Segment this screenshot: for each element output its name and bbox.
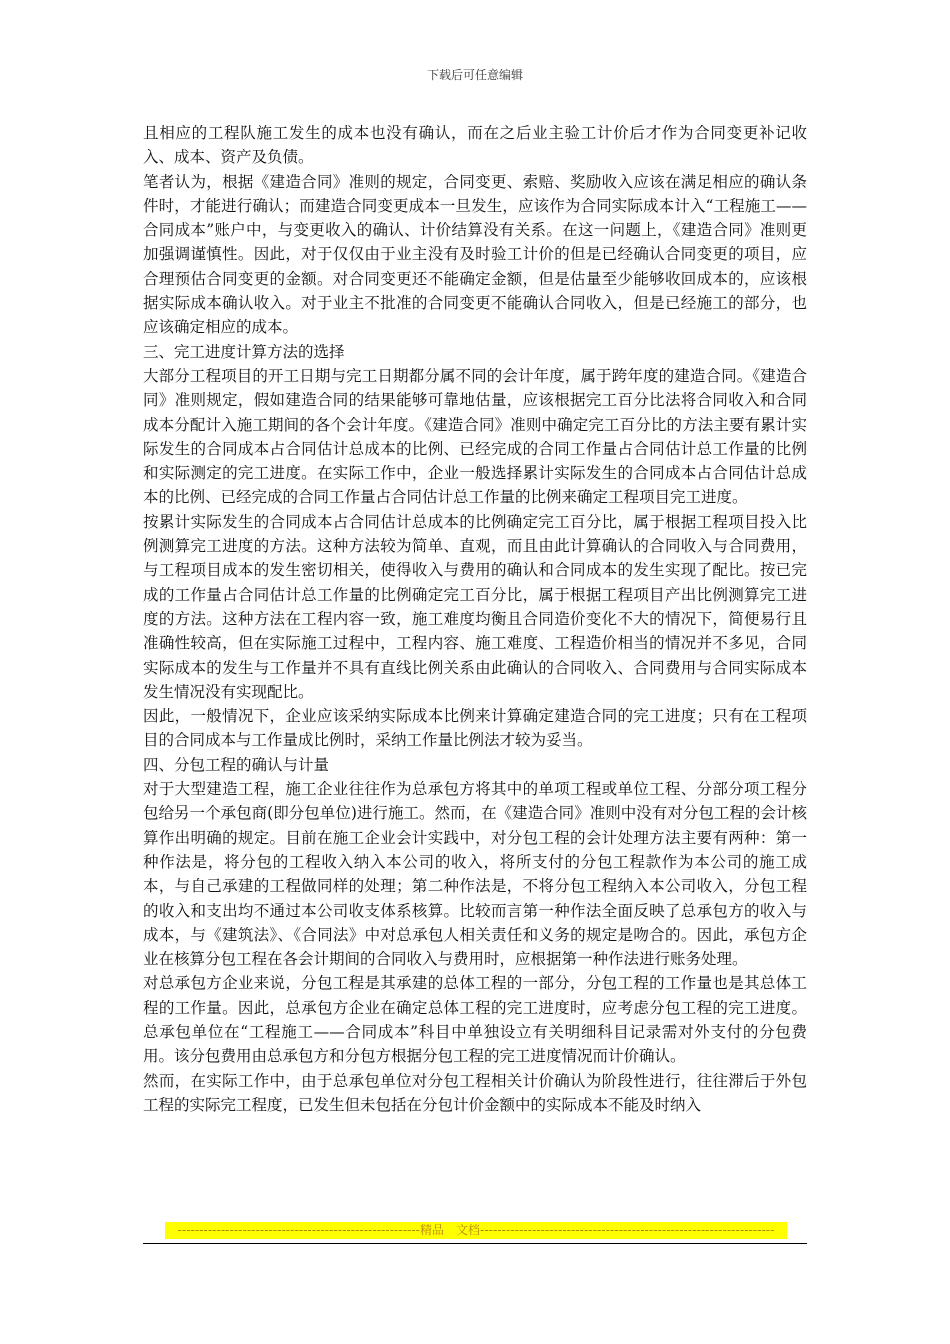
- paragraph-conclusion: 因此，一般情况下，企业应该采纳实际成本比例来计算确定建造合同的完工进度；只有在工程项目的合同成本与工作量成比例时，采纳工作量比例法才较为妥当。: [143, 707, 807, 750]
- footer-divider: [143, 1243, 807, 1244]
- document-body: [143, 121, 807, 1117]
- page-header: 下载后可任意编辑: [426, 68, 523, 82]
- section-heading-4: 四、分包工程的确认与计量: [143, 755, 330, 774]
- footer-banner: --------------------------------------------------------精品 文档--------------------------------------------------------------------: [165, 1222, 787, 1239]
- paragraph-author-opinion: 笔者认为，根据《建造合同》准则的规定，合同变更、索赔、奖励收入应该在满足相应的确认条件时，才能进行确认；而建造合同变更成本一旦发生，应该作为合同实际成本计入“工程施工——合同成本”账户中，与变更收入的确认、计价结算没有关系。在这一问题上，《建造合同》准则更加强调谨慎性。因此，对于仅仅由于业主没有及时验工计价的但是已经确认合同变更的项目，应合理预估合同变更的金额。对合同变更还不能确定金额，但是估量至少能够收回成本的，应该根据实际成本确认收入。对于业主不批准的合同变更不能确认合同收入，但是已经施工的部分，也应该确定相应的成本。: [143, 172, 807, 337]
- section-heading-3: 三、完工进度计算方法的选择: [143, 342, 345, 361]
- paragraph-continuation: 且相应的工程队施工发生的成本也没有确认，而在之后业主验工计价后才作为合同变更补记收入、成本、资产及负债。: [143, 124, 807, 167]
- paragraph-completion-method: 大部分工程项目的开工日期与完工日期都分属不同的会计年度，属于跨年度的建造合同。《建造合同》准则规定，假如建造合同的结果能够可靠地估量，应该根据完工百分比法将合同收入和合同成本分配计入施工期间的各个会计年度。《建造合同》准则中确定完工百分比的方法主要有累计实际发生的合同成本占合同估计总成本的比例、已经完成的合同工作量占合同估计总工作量的比例和实际测定的完工进度。在实际工作中，企业一般选择累计实际发生的合同成本占合同估计总成本的比例、已经完成的合同工作量占合同估计总工作量的比例来确定工程项目完工进度。: [143, 366, 807, 507]
- paragraph-cost-ratio: 按累计实际发生的合同成本占合同估计总成本的比例确定完工百分比，属于根据工程项目投入比例测算完工进度的方法。这种方法较为简单、直观，而且由此计算确认的合同收入与合同费用，与工程项目成本的发生密切相关，使得收入与费用的确认和合同成本的发生实现了配比。按已完成的工作量占合同估计总工作量的比例确定完工百分比，属于根据工程项目产出比例测算完工进度的方法。这种方法在工程内容一致，施工难度均衡且合同造价变化不大的情况下，简便易行且准确性较高，但在实际施工过程中，工程内容、施工难度、工程造价相当的情况并不多见，合同实际成本的发生与工作量并不具有直线比例关系由此确认的合同收入、合同费用与合同实际成本发生情况没有实现配比。: [143, 512, 807, 701]
- paragraph-practice: 然而，在实际工作中，由于总承包单位对分包工程相关计价确认为阶段性进行，往往滞后于外包工程的实际完工程度，已发生但未包括在分包计价金额中的实际成本不能及时纳入: [143, 1071, 807, 1114]
- paragraph-general-contractor: 对总承包方企业来说，分包工程是其承建的总体工程的一部分，分包工程的工作量也是其总体工程的工作量。因此，总承包方企业在确定总体工程的完工进度时，应考虑分包工程的完工进度。总承包单位在“工程施工——合同成本”科目中单独设立有关明细科目记录需对外支付的分包费用。该分包费用由总承包方和分包方根据分包工程的完工进度情况而计价确认。: [143, 974, 807, 1066]
- paragraph-subcontract-methods: 对于大型建造工程，施工企业往往作为总承包方将其中的单项工程或单位工程、分部分项工程分包给另一个承包商(即分包单位)进行施工。然而，在《建造合同》准则中没有对分包工程的会计核算作出明确的规定。目前在施工企业会计实践中，对分包工程的会计处理方法主要有两种：第一种作法是，将分包的工程收入纳入本公司的收入，将所支付的分包工程款作为本公司的施工成本，与自己承建的工程做同样的处理；第二种作法是，不将分包工程纳入本公司收入，分包工程的收入和支出均不通过本公司收支体系核算。比较而言第一种作法全面反映了总承包方的收入与成本，与《建筑法》、《合同法》中对总承包人相关责任和义务的规定是吻合的。因此，承包方企业在核算分包工程在各会计期间的合同收入与费用时，应根据第一种作法进行账务处理。: [143, 780, 807, 969]
